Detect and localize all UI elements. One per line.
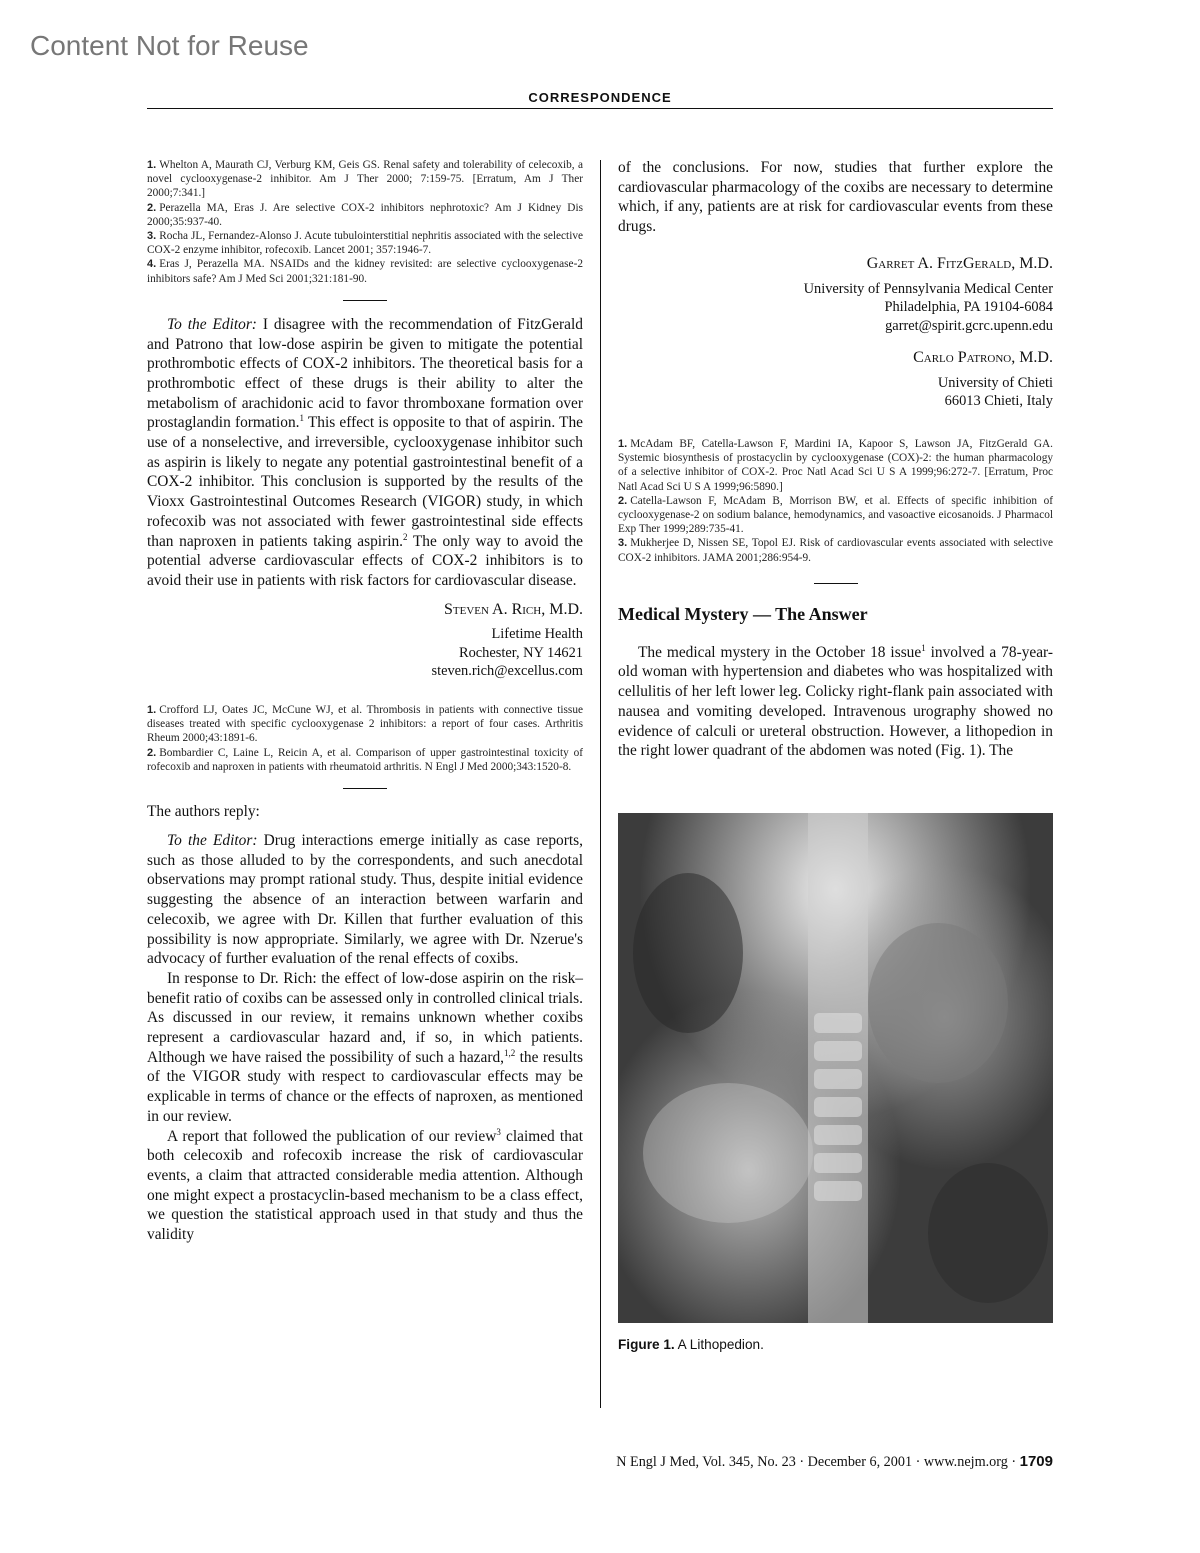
reference-number: 4. bbox=[147, 258, 157, 271]
xray-figure-image bbox=[618, 813, 1053, 1323]
reference-number: 2. bbox=[147, 201, 157, 214]
reference-item bbox=[618, 494, 1053, 537]
reply-text: claimed that both celecoxib and rofecoxib increase the risk of cardiovascular events, a claim that attracted considerable media attention. Although one might expect a prostacyclin-based mechanism to be a class effect, we question the statistical approach used in that study and thus the validity bbox=[147, 1127, 583, 1244]
figure-caption bbox=[618, 1337, 1053, 1352]
reply-continuation: of the conclusions. For now, studies that further explore the cardiovascular pharmacology of the coxibs are necessary to determine which, if any, patients are at risk for cardiovascular events from these drugs. bbox=[618, 159, 1053, 236]
mystery-paragraph bbox=[618, 643, 1053, 761]
reference-text: Rocha JL, Fernandez-Alonso J. Acute tubulointerstitial nephritis associated with the selective COX-2 enzyme inhibitor, rofecoxib. Lancet 2001; 357:1946-7. bbox=[147, 230, 583, 257]
reference-item bbox=[147, 703, 583, 746]
reference-text: Perazella MA, Eras J. Are selective COX-2 inhibitors nephrotoxic? Am J Kidney Dis 2000;35:937-40. bbox=[147, 201, 583, 228]
author-name: Garret A. FitzGerald, M.D. bbox=[866, 254, 1053, 272]
letter-text: This effect is opposite to that of aspirin. The use of a nonselective, and irreversible, cyclooxygenase inhibitor such as aspirin is likely to negate any potential gastrointestinal benefit of a COX-2 inhibitor. This conclusion is supported by the results of the Vioxx Gastrointestinal Outcomes Research (VIGOR) study, in which rofecoxib was not associated with fewer gastrointestinal side effects than naproxen in patients taking aspirin. bbox=[147, 414, 583, 550]
column-divider bbox=[600, 160, 601, 1408]
author-address: 66013 Chieti, Italy bbox=[944, 393, 1053, 410]
citation-superscript: 1 bbox=[921, 642, 926, 653]
reply-text: A report that followed the publication of our review bbox=[167, 1127, 497, 1145]
separator-rule bbox=[343, 788, 387, 789]
reply-text: the results of the VIGOR study with respect to cardiovascular effects may be explicable in terms of chance or the effects of naproxen, as mentioned in our review. bbox=[147, 1048, 583, 1125]
reference-text: McAdam BF, Catella-Lawson F, Mardini IA, Kapoor S, Lawson JA, FitzGerald GA. Systemic biosynthesis of prostacyclin by cyclooxygenase (COX)-2: the human pharmacology of a selective inhibitor of COX-2. Proc Natl Acad Sci U S A 1999;96:272-7. [Erratum, Proc Natl Acad Sci U S A 1999;96:5890.] bbox=[618, 437, 1053, 493]
reply-paragraph-2 bbox=[147, 969, 583, 1127]
reference-number: 1. bbox=[618, 437, 628, 450]
citation-superscript: 1 bbox=[299, 413, 304, 424]
reply-paragraph-3 bbox=[147, 1127, 583, 1245]
reference-item bbox=[147, 746, 583, 774]
citation-superscript: 2 bbox=[403, 531, 408, 542]
author-email: garret@spirit.gcrc.upenn.edu bbox=[885, 317, 1053, 334]
author-address: Philadelphia, PA 19104-6084 bbox=[884, 299, 1053, 316]
reference-item bbox=[147, 201, 583, 229]
reply-heading: The authors reply: bbox=[147, 802, 260, 820]
reference-list-rich bbox=[147, 703, 583, 774]
figure-caption-text: A Lithopedion. bbox=[674, 1336, 764, 1352]
reference-text: Crofford LJ, Oates JC, McCune WJ, et al. Thrombosis in patients with connective tissue diseases treated with specific cyclooxygenase 2 inhibitors: a report of four cases. Arthritis Rheum 2000;43:1891-6. bbox=[147, 703, 583, 745]
separator-rule bbox=[343, 300, 387, 301]
salutation: To the Editor: bbox=[167, 315, 257, 333]
letter-text: I disagree with the recommendation of FitzGerald and Patrono that low-dose aspirin be given to mitigate the potential prothrombotic effects of COX-2 inhibitors. The theoretical basis for a prothrombotic effect of these drugs is their ability to alter the metabolism of arachidonic acid to favor thromboxane formation over prostaglandin formation. bbox=[147, 315, 583, 432]
reference-number: 2. bbox=[147, 746, 157, 759]
reference-list-reply bbox=[618, 437, 1053, 565]
reference-text: Bombardier C, Laine L, Reicin A, et al. Comparison of upper gastrointestinal toxicity of rofecoxib and naproxen in patients with rheumatoid arthritis. N Engl J Med 2000;343:1520-8. bbox=[147, 746, 583, 773]
signature-fitzgerald bbox=[618, 255, 1053, 335]
xray-illustration bbox=[618, 813, 1053, 1323]
letter-rich-paragraph bbox=[147, 315, 583, 591]
reference-item bbox=[618, 437, 1053, 494]
signature-rich bbox=[147, 601, 583, 681]
reference-number: 2. bbox=[618, 494, 628, 507]
author-affiliation: University of Chieti bbox=[937, 374, 1053, 391]
author-address: Rochester, NY 14621 bbox=[459, 644, 583, 661]
watermark: Content Not for Reuse bbox=[30, 30, 309, 61]
letter-text: The only way to avoid the potential adverse cardiovascular effects of COX-2 inhibitors is to avoid their use in patients with risk factors for cardiovascular disease. bbox=[147, 532, 584, 589]
author-affiliation: Lifetime Health bbox=[491, 626, 583, 643]
reference-item bbox=[618, 536, 1053, 564]
citation-superscript: 3 bbox=[496, 1126, 501, 1137]
reply-text: Drug interactions emerge initially as case reports, such as those alluded to by the correspondents, and such anecdotal observations may prompt rational study. Thus, despite initial evidence suggesting the absence of an interaction between warfarin and celecoxib, we agree with Dr. Killen that further evaluation of this possibility is now appropriate. Similarly, we agree with Dr. Nzerue's advocacy of further evaluation of the renal effects of coxibs. bbox=[147, 831, 583, 968]
separator-rule bbox=[814, 583, 858, 584]
author-email: steven.rich@excellus.com bbox=[431, 663, 583, 680]
page-footer bbox=[147, 1453, 1053, 1471]
reference-number: 3. bbox=[147, 230, 157, 243]
signature-patrono bbox=[618, 349, 1053, 411]
section-header: CORRESPONDENCE bbox=[528, 90, 672, 105]
reference-text: Catella-Lawson F, McAdam B, Morrison BW, et al. Effects of specific inhibition of cyclooxygenase-2 on sodium balance, hemodynamics, and vasoactive eicosanoids. J Pharmacol Exp Ther 1999;289:735-41. bbox=[618, 494, 1053, 536]
figure-label: Figure 1. bbox=[618, 1336, 675, 1352]
reference-text: Mukherjee D, Nissen SE, Topol EJ. Risk of cardiovascular events associated with selective COX-2 inhibitors. JAMA 2001;286:954-9. bbox=[618, 537, 1053, 564]
page-number: 1709 bbox=[1019, 1453, 1053, 1470]
reference-number: 3. bbox=[618, 537, 628, 550]
section-title: Medical Mystery — The Answer bbox=[618, 603, 868, 624]
author-affiliation: University of Pennsylvania Medical Center bbox=[803, 280, 1053, 297]
reference-number: 1. bbox=[147, 703, 157, 716]
mystery-text: The medical mystery in the October 18 issue bbox=[638, 643, 922, 661]
journal-citation: N Engl J Med, Vol. 345, No. 23 · December 6, 2001 · www.nejm.org · bbox=[616, 1454, 1020, 1470]
reply-paragraph-1 bbox=[147, 831, 583, 969]
salutation: To the Editor: bbox=[167, 831, 258, 849]
left-column bbox=[147, 158, 583, 1245]
reference-item bbox=[147, 158, 583, 201]
header-rule bbox=[147, 108, 1053, 109]
reply-text: In response to Dr. Rich: the effect of low-dose aspirin on the risk–benefit ratio of coxibs can be assessed only in controlled clinical trials. As discussed in our review, it remains unknown whether coxibs represent a cardiovascular hazard and, if so, in which patients. Although we have raised the possibility of such a hazard, bbox=[147, 969, 583, 1066]
author-name: Carlo Patrono, M.D. bbox=[913, 349, 1053, 367]
reference-list-top bbox=[147, 158, 583, 286]
reference-text: Eras J, Perazella MA. NSAIDs and the kidney revisited: are selective cyclooxygenase-2 inhibitors safe? Am J Med Sci 2001;321:181-90. bbox=[147, 258, 583, 285]
reference-item bbox=[147, 229, 583, 257]
right-column bbox=[618, 158, 1053, 1352]
reference-item bbox=[147, 257, 583, 285]
citation-superscript: 1,2 bbox=[504, 1047, 516, 1058]
author-name: Steven A. Rich, M.D. bbox=[443, 600, 583, 618]
reference-text: Whelton A, Maurath CJ, Verburg KM, Geis GS. Renal safety and tolerability of celecoxib, a novel cyclooxygenase-2 inhibitor. Am J Ther 2000; 7:159-75. [Erratum, Am J Ther 2000;7:341.] bbox=[147, 159, 583, 200]
reference-number: 1. bbox=[147, 159, 157, 171]
mystery-text: involved a 78-year-old woman with hypertension and diabetes who was hospitalized with cellulitis of her left lower leg. Colicky right-flank pain associated with nausea and vomiting developed. Intravenous urography showed no evidence of calculi or ureteral obstruction. However, a lithopedion in the right lower quadrant of the abdomen was noted (Fig. 1). The bbox=[618, 643, 1053, 760]
